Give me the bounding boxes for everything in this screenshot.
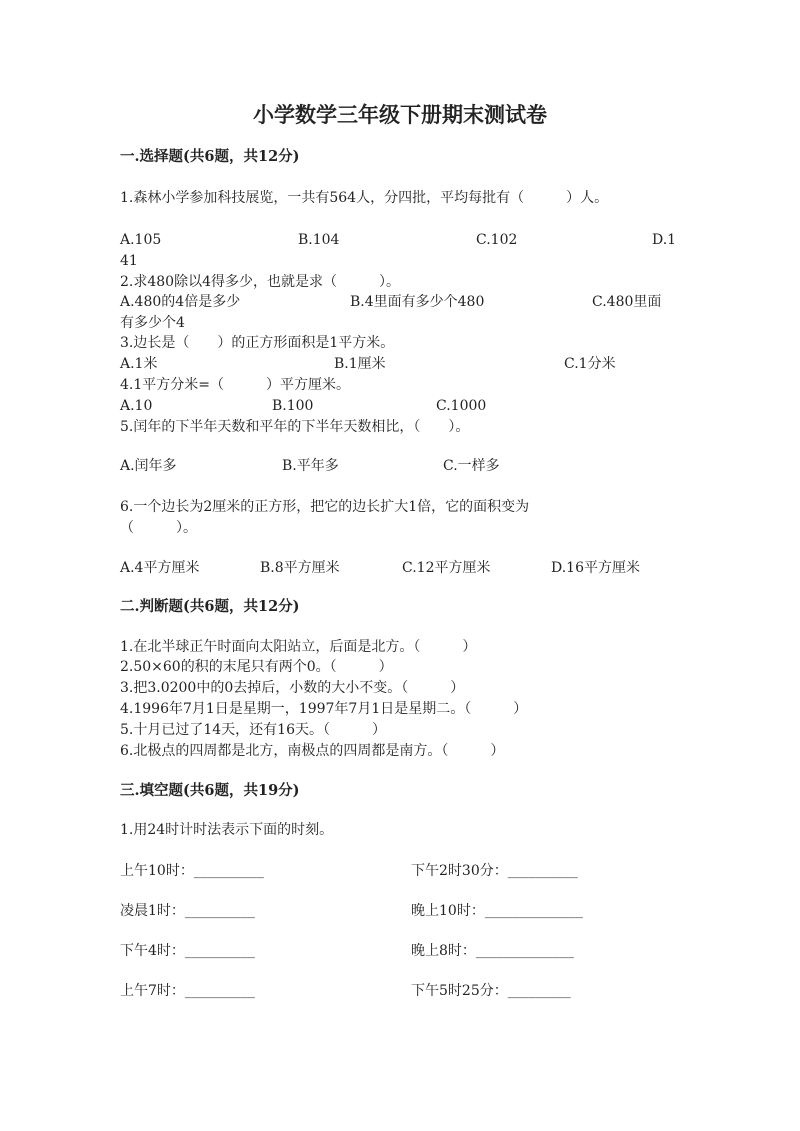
question-stem: 2.求480除以4得多少，也就是求（ ）。 [120, 274, 400, 290]
option-b: B.平年多 [282, 458, 339, 474]
option-c: C.12平方厘米 [402, 560, 491, 576]
question-stem: 3.边长是（ ）的正方形面积是1平方米。 [120, 335, 395, 351]
section-heading-judgment: 二.判断题(共6题，共12分) [120, 598, 300, 615]
option-c: C.1分米 [564, 356, 616, 372]
option-a: A.105 [120, 232, 162, 248]
question-stem: 1.用24时计时法表示下面的时刻。 [120, 822, 334, 838]
judgment-item: 2.50×60的积的末尾只有两个0。（ ） [120, 659, 393, 675]
section-heading-fill: 三.填空题(共6题，共19分) [120, 782, 300, 799]
fill-blank: 晚上10时：______________ [411, 903, 583, 919]
option-c: C.一样多 [443, 458, 500, 474]
option-c: C.480里面 [592, 294, 662, 310]
option-a: A.4平方厘米 [120, 560, 200, 576]
option-wrap: 41 [120, 253, 138, 269]
option-a: A.闰年多 [120, 458, 177, 474]
option-a: A.1米 [120, 356, 158, 372]
fill-blank: 上午10时：__________ [120, 863, 264, 879]
option-b: B.104 [298, 232, 340, 248]
option-d: D.16平方厘米 [551, 560, 640, 576]
option-b: B.1厘米 [334, 356, 386, 372]
fill-blank: 下午4时：__________ [120, 943, 255, 959]
fill-blank: 上午7时：__________ [120, 983, 255, 999]
question-stem: 1.森林小学参加科技展览，一共有564人，分四批，平均每批有（ ）人。 [120, 190, 609, 206]
fill-blank: 下午2时30分：__________ [411, 863, 578, 879]
option-c: C.1000 [436, 398, 487, 414]
judgment-item: 4.1996年7月1日是星期一，1997年7月1日是星期二。（ ） [120, 701, 528, 717]
option-c: C.102 [476, 232, 518, 248]
section-heading-choice: 一.选择题(共6题，共12分) [120, 148, 300, 165]
option-b: B.4里面有多少个480 [350, 294, 485, 310]
page-title: 小学数学三年级下册期末测试卷 [253, 102, 547, 127]
option-a: A.10 [120, 398, 153, 414]
question-stem: 6.一个边长为2厘米的正方形，把它的边长扩大1倍，它的面积变为 [120, 499, 530, 515]
option-b: B.8平方厘米 [260, 560, 340, 576]
option-wrap: 有多少个4 [120, 315, 185, 331]
judgment-item: 1.在北半球正午时面向太阳站立，后面是北方。（ ） [120, 639, 477, 655]
fill-blank: 下午5时25分：_________ [411, 983, 571, 999]
fill-blank: 凌晨1时：__________ [120, 903, 255, 919]
option-b: B.100 [272, 398, 314, 414]
question-stem-cont: （ ）。 [120, 520, 197, 536]
judgment-item: 5.十月已过了14天，还有16天。（ ） [120, 722, 386, 738]
judgment-item: 3.把3.0200中的0去掉后，小数的大小不变。（ ） [120, 680, 465, 696]
question-stem: 5.闰年的下半年天数和平年的下半年天数相比，（ ）。 [120, 419, 470, 435]
fill-blank: 晚上8时：______________ [411, 943, 574, 959]
judgment-item: 6.北极点的四周都是北方，南极点的四周都是南方。（ ） [120, 743, 505, 759]
option-d: D.1 [652, 232, 677, 248]
question-stem: 4.1平方分米=（ ）平方厘米。 [120, 377, 350, 393]
option-a: A.480的4倍是多少 [120, 294, 241, 310]
